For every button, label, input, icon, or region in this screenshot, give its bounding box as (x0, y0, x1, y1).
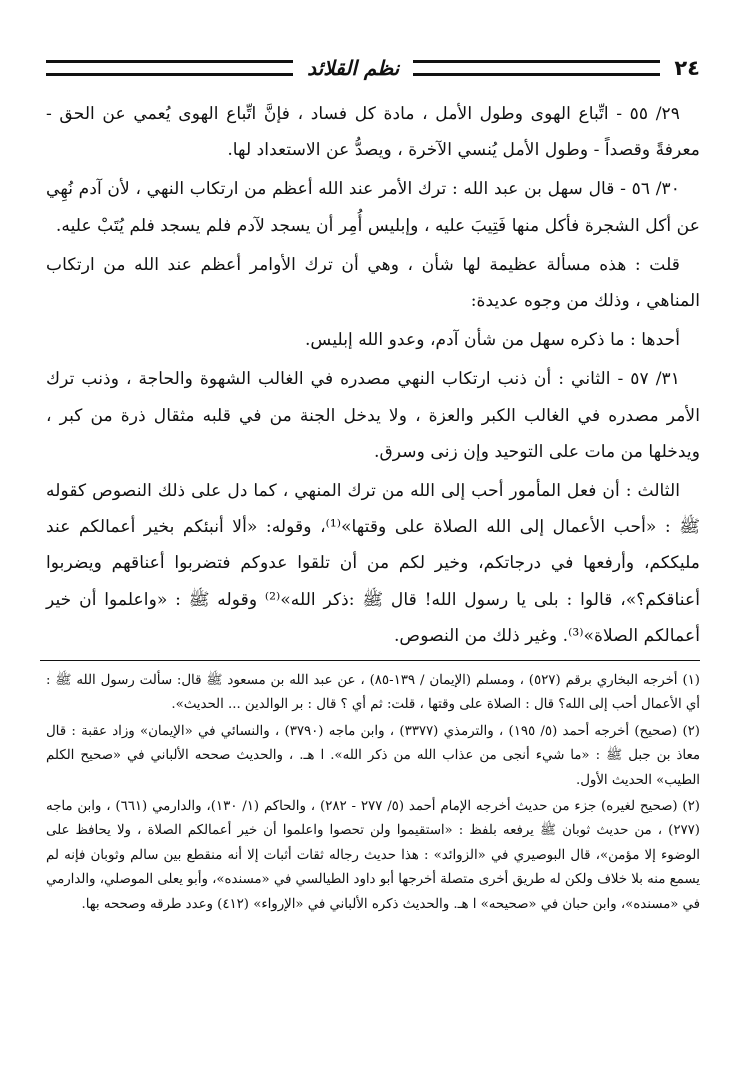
paragraph-30-56: ٣٠/ ٥٦ - قال سهل بن عبد الله : ترك الأمر عند الله أعظم من ارتكاب النهي ، لأن آدم نُهِي عن أكل الشجرة فأكل منها فَتِيبَ عليه ، وإبليس أُمِر أن يسجد لآدم فلم يسجد فلم يُتَبْ عليه. (46, 179, 700, 236)
footnote-3: (٢) (صحيح لغيره) جزء من حديث أخرجه الإمام أحمد (٥/ ٢٧٧ - ٢٨٢) ، والحاكم (١/ ١٣٠)، والدارمي (٦٦١) ، وابن ماجه (٢٧٧) ، من حديث ثوبان ﷺ يرفعه بلفظ : «استقيموا ولن تحصوا واعلموا أن خير أعمالكم الصلاة ، ولا يحافظ على الوضوء إلا مؤمن»، قال البوصيري في «الزوائد» : هذا حديث رجاله ثقات أثبات إلا أنه منقطع بين سالم وثوبان فإنه لم يسمع منه بلا خلاف ولكن له طريق أخرى متصلة أخرجها أبو داود الطيالسي في «مسنده»، وأبو يعلى الموصلي، والدارمي في «مسنده»، وابن حبان في «صحيحه» ا هـ. والحديث ذكره الألباني في «الإرواء» (٤١٢) وعدد طرقه وصححه بها. (46, 799, 700, 912)
paragraph-31-57: ٣١/ ٥٧ - الثاني : أن ذنب ارتكاب النهي مصدره في الغالب الشهوة والحاجة ، وذنب ترك الأمر مصدره في الغالب الكبر والعزة ، ولا يدخل الجنة من في قلبه مثقال ذرة من كبر ، ويدخلها من مات على التوحيد وإن زنى وسرق. (46, 369, 700, 462)
page-header (46, 50, 700, 86)
paragraph-commentary: قلت : هذه مسألة عظيمة لها شأن ، وهي أن ترك الأوامر أعظم عند الله من ارتكاب المناهي ، وذلك من وجوه عديدة: (46, 254, 700, 312)
main-text (46, 96, 700, 654)
header-rule-left (46, 60, 293, 76)
paragraph-third-reason: الثالث : أن فعل المأمور أحب إلى الله من ترك المنهي ، كما دل على ذلك النصوص كقوله ﷺ : «أحب الأعمال إلى الله الصلاة على وقتها»⁽¹⁾، وقوله: «ألا أنبئكم بخير أعمالكم عند مليككم، وأرفعها في درجاتكم، وخير لكم من أن تلقوا عدوكم فتضربوا أعناقهم ويضربوا أعناقكم؟»، قالوا : بلى يا رسول الله! قال ﷺ :ذكر الله»⁽²⁾ وقوله ﷺ : «واعلموا أن خير أعمالكم الصلاة»⁽³⁾. وغير ذلك من النصوص. (46, 481, 700, 646)
header-rule-right (413, 60, 660, 76)
footnote-separator (40, 660, 700, 661)
paragraph-29-55: ٢٩/ ٥٥ - اتِّباع الهوى وطول الأمل ، مادة كل فساد ، فإنَّ اتِّباع الهوى يُعمي عن الحق - معرفةً وقصداً - وطول الأمل يُنسي الآخرة ، ويصدُّ عن الاستعداد لها. (46, 104, 700, 161)
footnotes (46, 669, 700, 917)
footnote-2: (٢) (صحيح) أخرجه أحمد (٥/ ١٩٥) ، والترمذي (٣٣٧٧) ، وابن ماجه (٣٧٩٠) ، والنسائي في «الإيمان» وزاد عقبة : قال معاذ بن جبل ﷺ : «ما شيء أنجى من عذاب الله من ذكر الله». ا هـ. ، والحديث صححه الألباني في «صحيح الكلم الطيب» الحديث الأول. (46, 723, 700, 788)
paragraph-first-reason: أحدها : ما ذكره سهل من شأن آدم، وعدو الله إبليس. (304, 330, 680, 351)
page-number: ٢٤ (674, 56, 700, 80)
running-title: نظم القلائد (307, 56, 400, 80)
footnote-1: (١) أخرجه البخاري برقم (٥٢٧) ، ومسلم (الإيمان / ١٣٩-٨٥) ، عن عبد الله بن مسعود ﷺ قال: سألت رسول الله ﷺ : أي الأعمال أحب إلى الله؟ قال : الصلاة على وقتها ، قلت: ثم أي ؟ قال : بر الوالدين ... الحديث». (46, 673, 700, 713)
